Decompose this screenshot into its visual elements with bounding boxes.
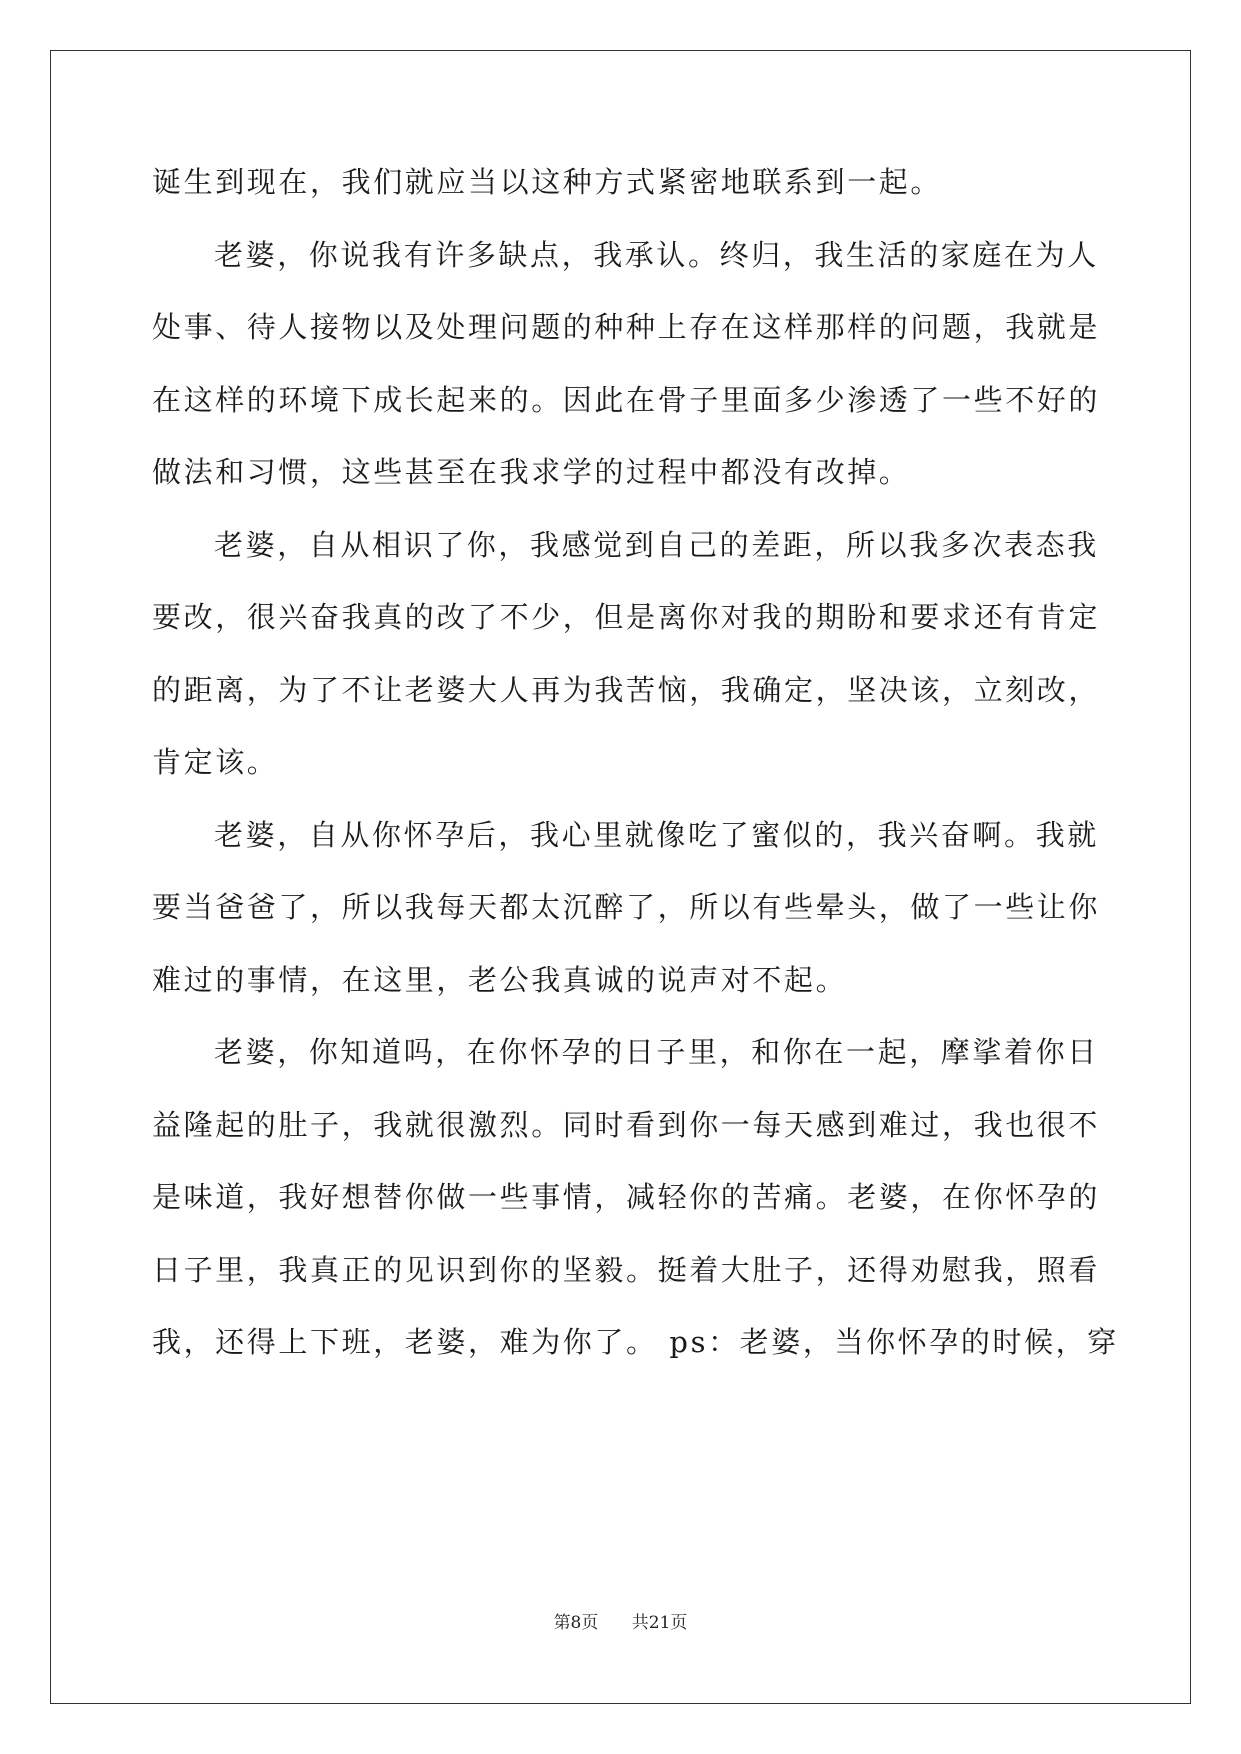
text-line: 肯定该。	[152, 745, 279, 779]
text-line: 诞生到现在，我们就应当以这种方式紧密地联系到一起。	[152, 165, 943, 199]
total-pages: 共21页	[631, 1613, 688, 1633]
paragraph-first-line: 老婆，自从你怀孕后，我心里就像吃了蜜似的，我兴奋啊。我就	[214, 817, 1099, 852]
paragraph-first-line: 老婆，你说我有许多缺点，我承认。终归，我生活的家庭在为人	[214, 237, 1099, 272]
text-line: 难过的事情，在这里，老公我真诚的说声对不起。	[152, 962, 848, 997]
text-line: 做法和习惯，这些甚至在我求学的过程中都没有改掉。	[152, 455, 911, 489]
document-body	[152, 162, 1119, 1395]
page-footer	[0, 1608, 1241, 1633]
text-line: 的距离，为了不让老婆大人再为我苦恼，我确定，坚决该，立刻改，	[152, 672, 1101, 707]
text-line: 要当爸爸了，所以我每天都太沉醉了，所以有些晕头，做了一些让你	[152, 890, 1101, 924]
text-line: 益隆起的肚子，我就很激烈。同时看到你一每天感到难过，我也很不	[152, 1107, 1101, 1142]
page-number: 第8页	[553, 1613, 599, 1633]
text-line: 在这样的环境下成长起来的。因此在骨子里面多少渗透了一些不好的	[152, 382, 1101, 417]
text-line: 处事、待人接物以及处理问题的种种上存在这样那样的问题，我就是	[152, 310, 1101, 344]
text-line: 是味道，我好想替你做一些事情，减轻你的苦痛。老婆，在你怀孕的	[152, 1180, 1101, 1214]
paragraph-first-line: 老婆，自从相识了你，我感觉到自己的差距，所以我多次表态我	[214, 527, 1099, 562]
text-line: 我，还得上下班，老婆，难为你了。 ps：老婆，当你怀孕的时候，穿	[152, 1325, 1119, 1359]
text-line: 日子里，我真正的见识到你的坚毅。挺着大肚子，还得劝慰我，照看	[152, 1252, 1101, 1287]
text-line: 要改，很兴奋我真的改了不少，但是离你对我的期盼和要求还有肯定	[152, 600, 1101, 634]
paragraph-first-line: 老婆，你知道吗，在你怀孕的日子里，和你在一起，摩挲着你日	[214, 1035, 1099, 1069]
